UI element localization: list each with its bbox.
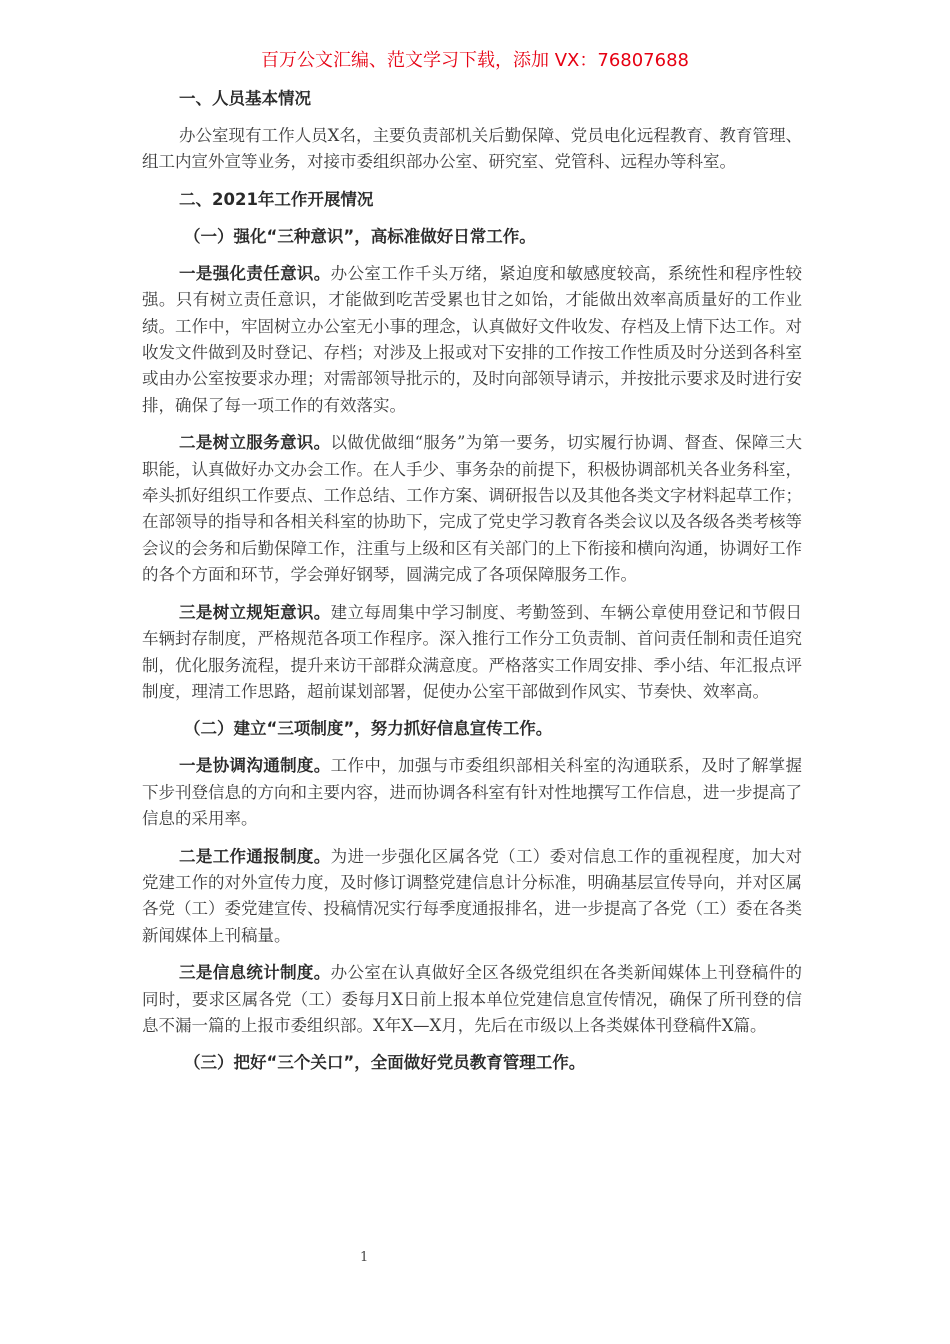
paragraph-text: 为进一步强化区属各党（工）委对信息工作的重视程度，加大对党建工作的对外宣传力度，及时修订调整党建信息计分标准，明确基层宣传导向，并对区属各党（工）委党建宣传、投稿情况实行每季度通报排名，进一步提高了各党（工）委在各类新闻媒体上刊稿量。 — [142, 846, 803, 945]
paragraph — [142, 261, 802, 419]
paragraph-lead: 二是树立服务意识。 — [179, 433, 331, 453]
watermark-banner: 百万公文汇编、范文学习下载，添加 VX：76807688 — [261, 50, 689, 71]
section-heading: 二、2021年工作开展情况 — [179, 189, 374, 209]
paragraph — [142, 123, 802, 176]
paragraph — [142, 600, 802, 706]
paragraph-lead: 一是强化责任意识。 — [179, 263, 331, 283]
subsection-heading: （二）建立“三项制度”，努力抓好信息宣传工作。 — [184, 719, 553, 739]
paragraph-text: 建立每周集中学习制度、考勤签到、车辆公章使用登记和节假日车辆封存制度，严格规范各项工作程序。深入推行工作分工负责制、首问责任制和责任追究制，优化服务流程，提升来访干部群众满意度。严格落实工作周安排、季小结、年汇报点评制度，理清工作思路，超前谋划部署，促使办公室干部做到作风实、节奏快、效率高。 — [142, 602, 803, 701]
paragraph — [142, 430, 802, 588]
paragraph-text: 办公室工作千头万绪，紧迫度和敏感度较高，系统性和程序性较强。只有树立责任意识，才能做到吃苦受累也甘之如饴，才能做出效率高质量好的工作业绩。工作中，牢固树立办公室无小事的理念，认真做好文件收发、存档及上情下达工作。对收发文件做到及时登记、存档；对涉及上报或对下安排的工作按工作性质及时分送到各科室或由办公室按要求办理；对需部领导批示的，及时向部领导请示，并按批示要求及时进行安排，确保了每一项工作的有效落实。 — [142, 263, 803, 415]
paragraph-lead: 三是树立规矩意识。 — [179, 602, 331, 622]
subsection-heading: （一）强化“三种意识”，高标准做好日常工作。 — [184, 226, 536, 246]
paragraph-lead: 三是信息统计制度。 — [179, 963, 331, 983]
paragraph — [142, 753, 802, 832]
section-heading: 一、人员基本情况 — [179, 89, 311, 108]
paragraph-text: 办公室在认真做好全区各级党组织在各类新闻媒体上刊登稿件的同时，要求区属各党（工）委每月X日前上报本单位党建信息宣传情况，确保了所刊登的信息不漏一篇的上报市委组织部。X年X—X月，先后在市级以上各类媒体刊登稿件X篇。 — [142, 963, 803, 1035]
paragraph-text: 工作中，加强与市委组织部相关科室的沟通联系，及时了解掌握下步刊登信息的方向和主要内容，进而协调各科室有针对性地撰写工作信息，进一步提高了信息的采用率。 — [142, 756, 803, 829]
paragraph-lead: 二是工作通报制度。 — [179, 846, 331, 866]
paragraph — [142, 844, 802, 950]
document-body — [142, 86, 802, 1087]
paragraph-lead: 一是协调沟通制度。 — [179, 756, 331, 776]
paragraph-text: 以做优做细“服务”为第一要务，切实履行协调、督查、保障三大职能，认真做好办文办会工作。在人手少、事务杂的前提下，积极协调部机关各业务科室，牵头抓好组织工作要点、工作总结、工作方案、调研报告以及其他各类文字材料起草工作；在部领导的指导和各相关科室的协助下，完成了党史学习教育各类会议以及各级各类考核等会议的会务和后勤保障工作，注重与上级和区有关部门的上下衔接和横向沟通，协调好工作的各个方面和环节，学会弹好钢琴，圆满完成了各项保障服务工作。 — [142, 433, 802, 585]
page-number: 1 — [360, 1250, 369, 1265]
subsection-heading: （三）把好“三个关口”，全面做好党员教育管理工作。 — [184, 1053, 586, 1073]
paragraph — [142, 960, 802, 1039]
paragraph-text: 办公室现有工作人员X名，主要负责部机关后勤保障、党员电化远程教育、教育管理、组工内宣外宣等业务，对接市委组织部办公室、研究室、党管科、远程办等科室。 — [142, 126, 802, 172]
